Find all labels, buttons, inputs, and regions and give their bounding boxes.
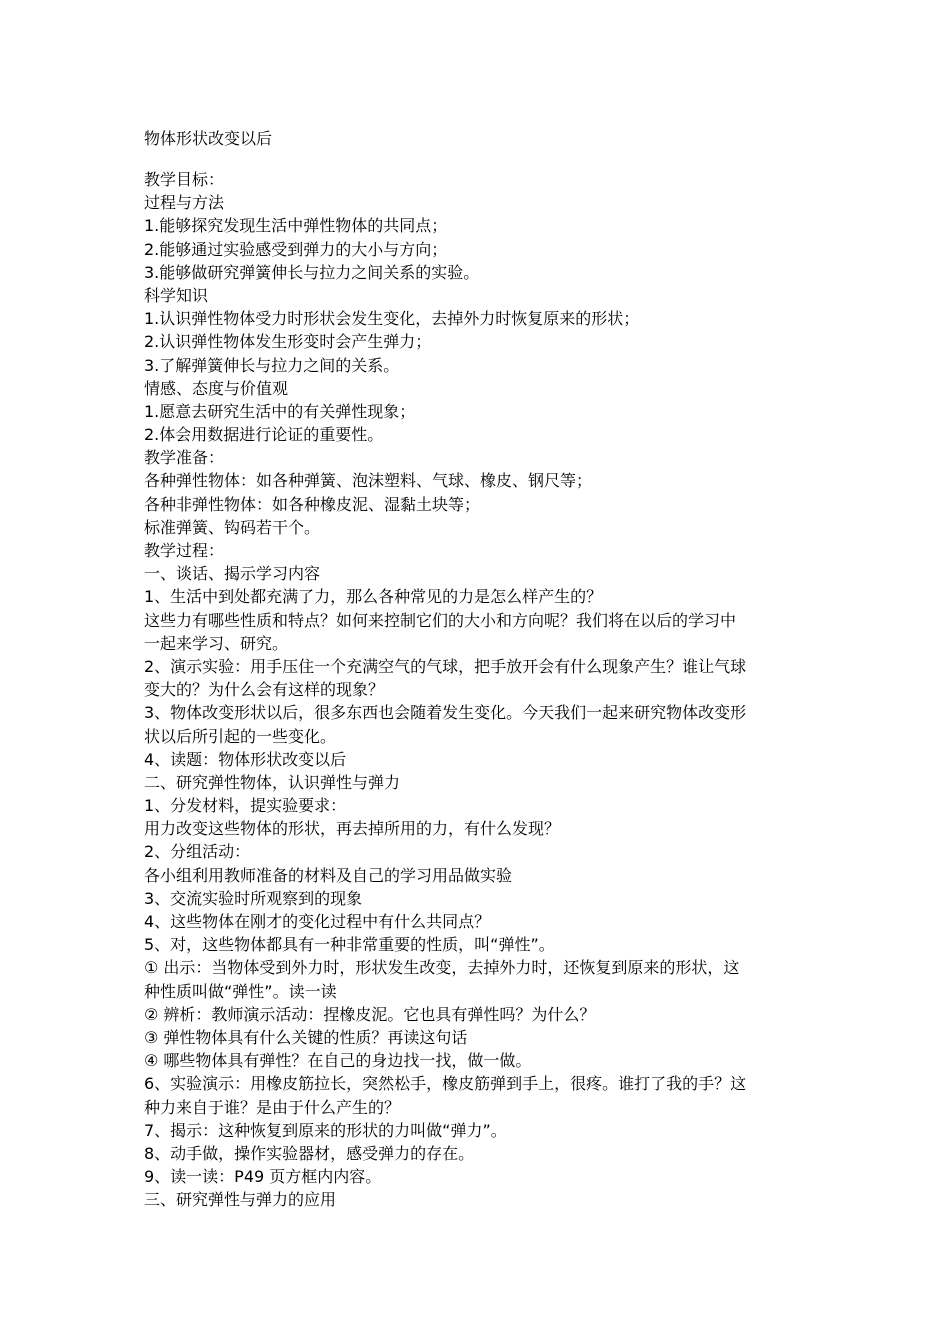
body-line: 5、对，这些物体都具有一种非常重要的性质，叫“弹性”。 bbox=[144, 935, 555, 955]
body-line: 1、生活中到处都充满了力，那么各种常见的力是怎么样产生的？ bbox=[144, 587, 603, 607]
body-line: 3、物体改变形状以后，很多东西也会随着发生变化。今天我们一起来研究物体改变形 bbox=[144, 703, 747, 723]
body-line: 状以后所引起的一些变化。 bbox=[144, 726, 337, 746]
body-line: ① 出示：当物体受到外力时，形状发生改变，去掉外力时，还恢复到原来的形状，这 bbox=[144, 958, 740, 978]
body-line: 教学过程： bbox=[144, 541, 225, 560]
body-line: 2.体会用数据进行论证的重要性。 bbox=[144, 425, 384, 445]
body-line: 各种非弹性物体：如各种橡皮泥、湿黏土块等； bbox=[144, 494, 481, 514]
body-line: 8、动手做，操作实验器材，感受弹力的存在。 bbox=[144, 1143, 475, 1163]
body-line: 变大的？为什么会有这样的现象？ bbox=[144, 680, 385, 700]
body-line: 这些力有哪些性质和特点？如何来控制它们的大小和方向呢？我们将在以后的学习中 bbox=[144, 610, 737, 630]
body-line: 种性质叫做“弹性”。读一读 bbox=[144, 981, 337, 1001]
document-title: 物体形状改变以后 bbox=[144, 129, 273, 148]
body-line: 用力改变这些物体的形状，再去掉所用的力，有什么发现？ bbox=[144, 819, 561, 839]
body-line: 2.能够通过实验感受到弹力的大小与方向； bbox=[144, 239, 448, 259]
body-line: ② 辨析：教师演示活动：捏橡皮泥。它也具有弹性吗？为什么？ bbox=[144, 1004, 596, 1024]
body-line: 4、读题：物体形状改变以后 bbox=[144, 749, 347, 769]
body-line: 1.愿意去研究生活中的有关弹性现象； bbox=[144, 401, 416, 421]
body-line: 科学知识 bbox=[144, 285, 209, 305]
body-line: 6、实验演示：用橡皮筋拉长，突然松手，橡皮筋弹到手上，很疼。谁打了我的手？这 bbox=[144, 1074, 747, 1094]
body-line: 各种弹性物体：如各种弹簧、泡沫塑料、气球、橡皮、钢尺等； bbox=[144, 471, 593, 491]
body-line: 3.能够做研究弹簧伸长与拉力之间关系的实验。 bbox=[144, 262, 480, 282]
body-line: 7、揭示：这种恢复到原来的形状的力叫做“弹力”。 bbox=[144, 1120, 507, 1140]
document-body bbox=[144, 168, 810, 1211]
body-line: 一、谈话、揭示学习内容 bbox=[144, 564, 321, 584]
body-line: ③ 弹性物体具有什么关键的性质？再读这句话 bbox=[144, 1027, 468, 1047]
body-line: 1.能够探究发现生活中弹性物体的共同点； bbox=[144, 216, 448, 236]
body-line: 过程与方法 bbox=[144, 193, 225, 213]
body-line: 1.认识弹性物体受力时形状会发生变化，去掉外力时恢复原来的形状； bbox=[144, 309, 640, 329]
body-line: 3、交流实验时所观察到的现象 bbox=[144, 888, 363, 908]
body-line: 2.认识弹性物体发生形变时会产生弹力； bbox=[144, 332, 432, 352]
body-line: 教学准备： bbox=[144, 448, 225, 468]
body-line: ④ 哪些物体具有弹性？在自己的身边找一找，做一做。 bbox=[144, 1051, 532, 1071]
body-line: 9、读一读：P49 页方框内内容。 bbox=[144, 1167, 382, 1187]
body-line: 三、研究弹性与弹力的应用 bbox=[144, 1190, 337, 1210]
body-line: 种力来自于谁？是由于什么产生的？ bbox=[144, 1097, 401, 1117]
body-line: 2、分组活动： bbox=[144, 842, 251, 862]
body-line: 各小组利用教师准备的材料及自己的学习用品做实验 bbox=[144, 865, 513, 885]
body-line: 教学目标： bbox=[144, 170, 225, 189]
body-line: 标准弹簧、钩码若干个。 bbox=[144, 517, 321, 537]
body-line: 1、分发材料，提实验要求： bbox=[144, 796, 347, 816]
body-line: 二、研究弹性物体，认识弹性与弹力 bbox=[144, 772, 401, 792]
body-line: 4、这些物体在刚才的变化过程中有什么共同点？ bbox=[144, 912, 491, 931]
body-line: 一起来学习、研究。 bbox=[144, 633, 289, 653]
body-line: 3.了解弹簧伸长与拉力之间的关系。 bbox=[144, 355, 400, 375]
body-line: 2、演示实验：用手压住一个充满空气的气球，把手放开会有什么现象产生？谁让气球 bbox=[144, 656, 747, 676]
body-line: 情感、态度与价值观 bbox=[144, 378, 289, 398]
